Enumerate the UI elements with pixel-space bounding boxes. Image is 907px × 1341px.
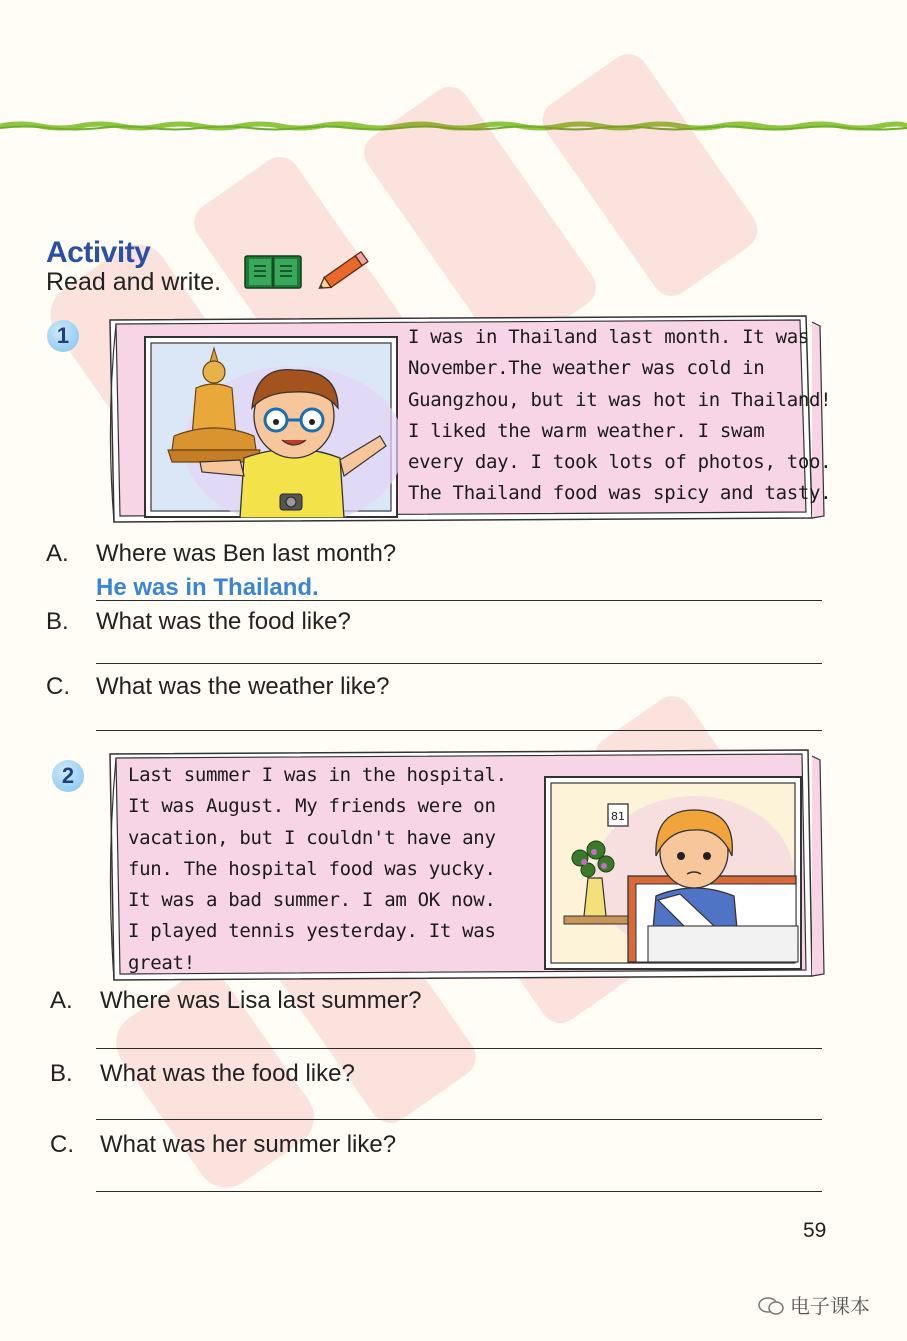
story-2-text [128, 760, 507, 979]
answer-line-1c[interactable] [96, 730, 822, 731]
answer-line-1b[interactable] [96, 663, 822, 664]
story-2-line: fun. The hospital food was yucky. [128, 857, 496, 880]
story-1-line: The Thailand food was spicy and tasty. [408, 482, 832, 505]
answer-line-1a[interactable] [96, 600, 822, 601]
book-icon [244, 254, 302, 290]
question-text: Where was Lisa last summer? [100, 987, 422, 1014]
story-2-line: I played tennis yesterday. It was [128, 920, 496, 943]
question-text: What was the weather like? [96, 673, 390, 700]
question-letter: A. [50, 987, 73, 1014]
page-number: 59 [803, 1219, 827, 1242]
story-1-line: I was in Thailand last month. It was [408, 326, 810, 348]
story-1-text [408, 322, 831, 510]
question-text: Where was Ben last month? [96, 540, 397, 567]
story-2-line: Last summer I was in the hospital. [128, 764, 507, 786]
story-1-line: Guangzhou, but it was hot in Thailand! [408, 388, 832, 411]
story-2-line: great! [128, 951, 195, 974]
answer-line-2c[interactable] [96, 1191, 822, 1192]
section-2-number: 2 [52, 760, 84, 792]
question-text: What was her summer like? [100, 1131, 397, 1158]
lisa-hospital-picture [544, 776, 802, 970]
question-letter: B. [46, 608, 69, 635]
room-sign-icon [608, 804, 628, 826]
answer-line-2a[interactable] [96, 1048, 822, 1049]
story-1-line: every day. I took lots of photos, too. [408, 451, 832, 474]
pencil-icon [314, 248, 374, 294]
story-1-line: November.The weather was cold in [408, 357, 765, 380]
section-1-number: 1 [47, 320, 79, 352]
question-text: What was the food like? [96, 608, 351, 635]
question-1c [46, 673, 389, 701]
footer-mark [758, 1290, 870, 1319]
footer-text: 电子课本 [790, 1296, 870, 1318]
question-letter: A. [46, 540, 69, 567]
activity-title: Activity [46, 236, 151, 269]
story-1-line: I liked the warm weather. I swam [408, 419, 765, 442]
chat-bubble-icon [758, 1296, 784, 1316]
activity-instruction: Read and write. [46, 268, 222, 296]
story-2-line: It was August. My friends were on [128, 795, 496, 818]
ben-thailand-picture [144, 336, 398, 518]
question-2c [50, 1131, 396, 1159]
question-1b [46, 608, 351, 636]
answer-line-2b[interactable] [96, 1119, 822, 1120]
question-letter: B. [50, 1060, 73, 1087]
question-1a [46, 540, 396, 568]
answer-1a: He was in Thailand. [96, 574, 319, 601]
question-2b [50, 1060, 355, 1088]
story-2-line: vacation, but I couldn't have any [128, 826, 496, 849]
question-letter: C. [50, 1131, 74, 1158]
room-sign-number: 81 [611, 810, 625, 823]
top-green-band [0, 120, 907, 132]
question-letter: C. [46, 673, 70, 700]
question-2a [50, 987, 421, 1015]
story-2-line: It was a bad summer. I am OK now. [128, 889, 496, 912]
question-text: What was the food like? [100, 1060, 355, 1087]
